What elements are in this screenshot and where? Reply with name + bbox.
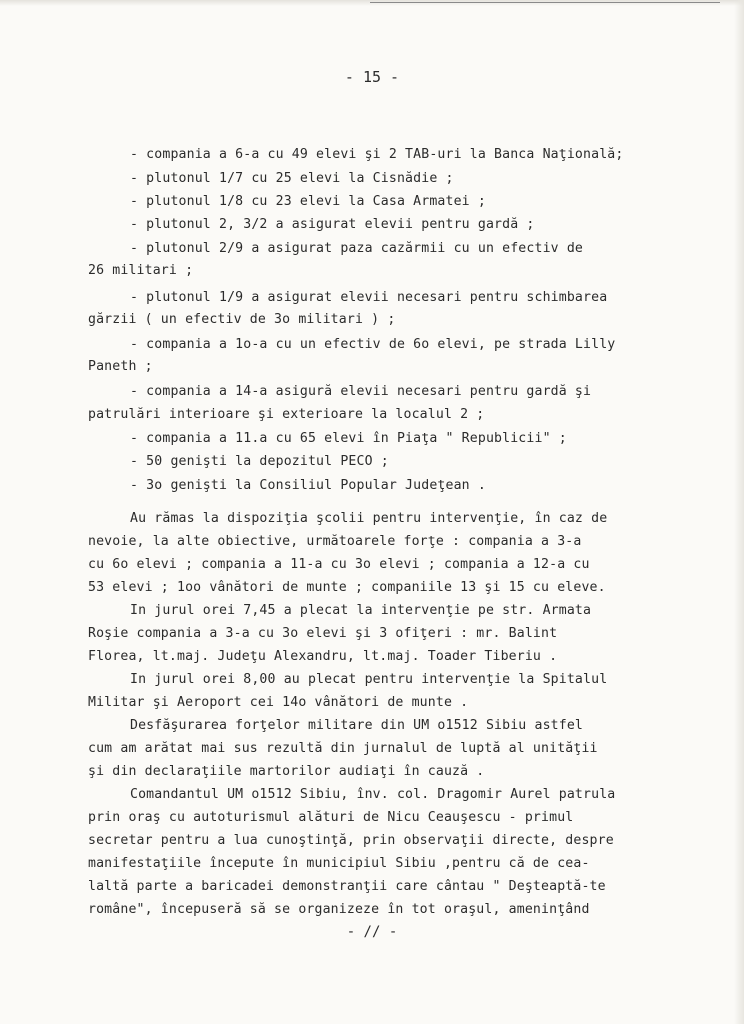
text-line: Desfăşurarea forţelor militare din UM o1512 Sibiu astfel [130,718,584,733]
page-number-top: - 15 - [344,68,400,86]
text-line: secretar pentru a lua cunoştinţă, prin observaţii directe, despre [88,833,614,848]
text-line: - plutonul 1/7 cu 25 elevi la Cisnădie ; [130,171,454,186]
page-number-bottom: - // - [346,924,398,940]
text-line: - plutonul 1/9 a asigurat elevii necesari pentru schimbarea [130,290,608,305]
text-line: manifestaţiile începute în municipiul Sibiu ,pentru că de cea- [88,856,590,871]
text-line: - compania a 6-a cu 49 elevi şi 2 TAB-uri la Banca Naţională; [130,147,624,162]
text-line: laltă parte a baricadei demonstranţii care cântau " Deşteaptă-te [88,879,606,894]
text-line: cu 6o elevi ; compania a 11-a cu 3o elevi ; compania a 12-a cu [88,557,590,572]
text-line: Paneth ; [88,359,153,374]
text-line: române", începuseră să se organizeze în tot oraşul, ameninţând [88,902,590,917]
text-line: - compania a 1o-a cu un efectiv de 6o elevi, pe strada Lilly [130,337,616,352]
text-line: şi din declaraţiile martorilor audiaţi în cauză . [88,764,485,779]
text-line: gărzii ( un efectiv de 3o militari ) ; [88,312,396,327]
text-line: 53 elevi ; 1oo vânători de munte ; companiile 13 şi 15 cu eleve. [88,580,606,595]
text-line: prin oraş cu autoturismul alături de Nicu Ceauşescu - primul [88,810,574,825]
text-line: In jurul orei 7,45 a plecat la intervenţie pe str. Armata [130,603,592,618]
text-line: patrulări interioare şi exterioare la localul 2 ; [88,407,485,422]
text-line: 26 militari ; [88,263,194,278]
text-line: - plutonul 1/8 cu 23 elevi la Casa Armatei ; [130,194,486,209]
text-line: nevoie, la alte obiective, următoarele forţe : compania a 3-a [88,534,582,549]
text-line: Roşie compania a 3-a cu 3o elevi şi 3 ofiţeri : mr. Balint [88,626,558,641]
text-line: - plutonul 2, 3/2 a asigurat elevii pentru gardă ; [130,217,535,232]
text-line: - compania a 11.a cu 65 elevi în Piaţa " Republicii" ; [130,431,567,446]
text-line: Florea, lt.maj. Judeţu Alexandru, lt.maj. Toader Tiberiu . [88,649,558,664]
text-line: - 3o genişti la Consiliul Popular Judeţean . [130,478,486,493]
text-line: Au rămas la dispoziţia şcolii pentru intervenţie, în caz de [130,511,608,526]
text-line: Militar şi Aeroport cei 14o vânători de munte . [88,695,469,710]
text-line: - compania a 14-a asigură elevii necesari pentru gardă şi [130,384,592,399]
text-line: cum am arătat mai sus rezultă din jurnalul de luptă al unităţii [88,741,598,756]
text-line: Comandantul UM o1512 Sibiu, înv. col. Dragomir Aurel patrula [130,787,616,802]
text-line: In jurul orei 8,00 au plecat pentru intervenţie la Spitalul [130,672,608,687]
text-line: - 50 genişti la depozitul PECO ; [130,454,389,469]
text-line: - plutonul 2/9 a asigurat paza cazărmii cu un efectiv de [130,241,584,256]
